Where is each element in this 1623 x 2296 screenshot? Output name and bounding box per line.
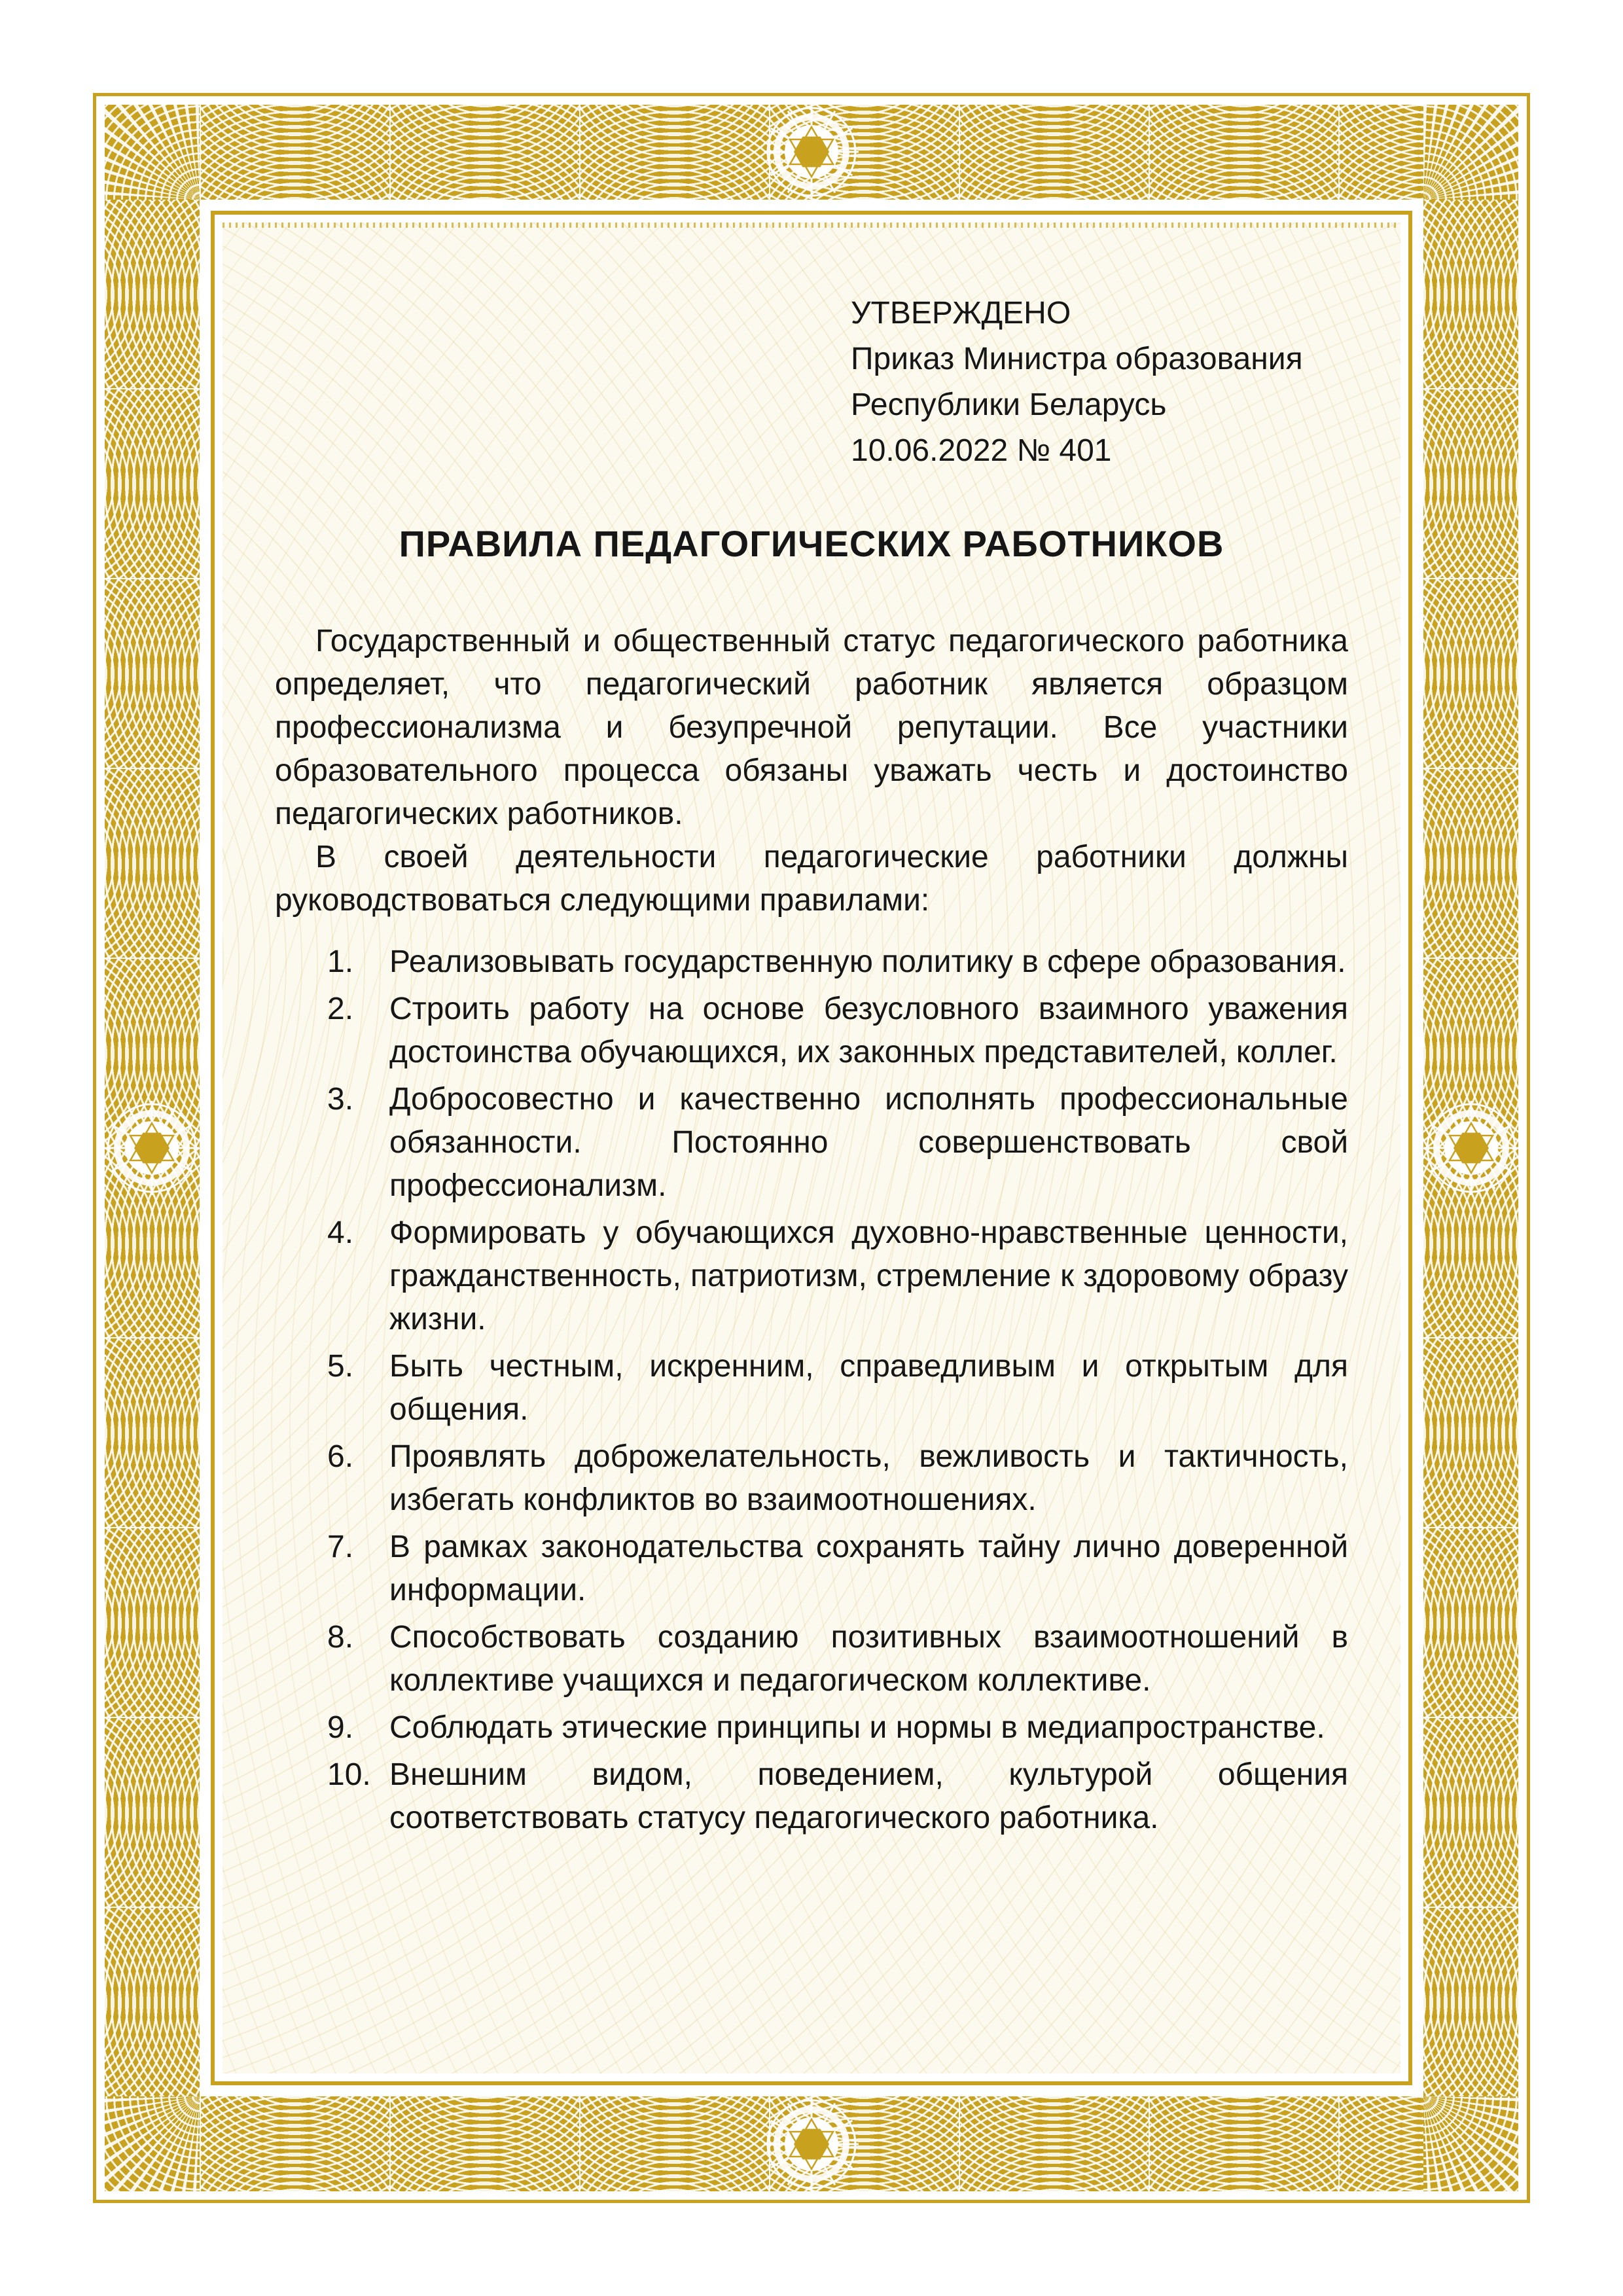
- rule-number: 6.: [327, 1439, 354, 1474]
- rule-number: 7.: [327, 1530, 354, 1564]
- approval-line-date-number: 10.06.2022 № 401: [851, 433, 1112, 468]
- rule-text: Проявлять доброжелательность, вежливость и тактичность, избегать конфликтов во взаимоотношениях.: [389, 1439, 1348, 1517]
- rule-item: [275, 1078, 1348, 1208]
- document-title: ПРАВИЛА ПЕДАГОГИЧЕСКИХ РАБОТНИКОВ: [399, 523, 1224, 564]
- tick-border: [223, 223, 1400, 228]
- corner-ornament-icon: [105, 105, 200, 200]
- rule-item: [275, 988, 1348, 1074]
- rule-text: Формировать у обучающихся духовно-нравственные ценности, гражданственность, патриотизм, стремление к здоровому образу жизни.: [389, 1215, 1348, 1336]
- rule-item: [275, 1706, 1348, 1749]
- content-area: [223, 223, 1400, 2073]
- rule-text: Добросовестно и качественно исполнять профессиональные обязанности. Постоянно совершенствовать свой профессионализм.: [389, 1082, 1348, 1203]
- rule-item: [275, 1211, 1348, 1341]
- corner-ornament-icon: [1423, 2096, 1518, 2191]
- approval-block: [851, 291, 1348, 474]
- hexagon-medallion-icon: [98, 1094, 205, 1202]
- paragraph-lead-in: В своей деятельности педагогические работники должны руководствоваться следующими правилами:: [275, 840, 1348, 918]
- rule-number: 2.: [327, 992, 354, 1026]
- rule-number: 3.: [327, 1082, 354, 1117]
- rule-number: 10.: [327, 1757, 371, 1792]
- rule-text: Реализовывать государственную политику в сфере образования.: [389, 944, 1346, 979]
- rule-text: В рамках законодательства сохранять тайну лично доверенной информации.: [389, 1530, 1348, 1607]
- corner-ornament-icon: [1423, 105, 1518, 200]
- rule-number: 5.: [327, 1349, 354, 1384]
- rule-number: 1.: [327, 944, 354, 979]
- rule-item: [275, 1753, 1348, 1840]
- rule-item: [275, 1526, 1348, 1612]
- rule-item: [275, 1435, 1348, 1522]
- hexagon-medallion-icon: [1418, 1094, 1525, 1202]
- rule-text: Быть честным, искренним, справедливым и открытым для общения.: [389, 1349, 1348, 1427]
- rule-item: [275, 1616, 1348, 1702]
- rule-number: 9.: [327, 1710, 354, 1745]
- rule-item: [275, 941, 1348, 984]
- rules-list: [275, 941, 1348, 1840]
- rule-text: Соблюдать этические принципы и нормы в медиапространстве.: [389, 1710, 1325, 1745]
- approval-line-republic: Республики Беларусь: [851, 387, 1167, 422]
- rule-text: Способствовать созданию позитивных взаимоотношений в коллективе учащихся и педагогическом коллективе.: [389, 1620, 1348, 1698]
- approval-line-order: Приказ Министра образования: [851, 342, 1303, 376]
- rule-text: Внешним видом, поведением, культурой общения соответствовать статусу педагогического работника.: [389, 1757, 1348, 1835]
- paragraph-intro: Государственный и общественный статус педагогического работника определяет, что педагогический работник является образцом профессионализма и безупречной репутации. Все участники образовательного процесса обязаны уважать честь и достоинство педагогических работников.: [275, 624, 1348, 831]
- rule-number: 4.: [327, 1215, 354, 1250]
- approval-line-approved: УТВЕРЖДЕНО: [851, 296, 1071, 331]
- rule-item: [275, 1345, 1348, 1431]
- hexagon-medallion-icon: [758, 98, 865, 206]
- rule-number: 8.: [327, 1620, 354, 1655]
- hexagon-medallion-icon: [758, 2090, 865, 2198]
- rule-text: Строить работу на основе безусловного взаимного уважения достоинства обучающихся, их законных представителей, коллег.: [389, 992, 1348, 1069]
- corner-ornament-icon: [105, 2096, 200, 2191]
